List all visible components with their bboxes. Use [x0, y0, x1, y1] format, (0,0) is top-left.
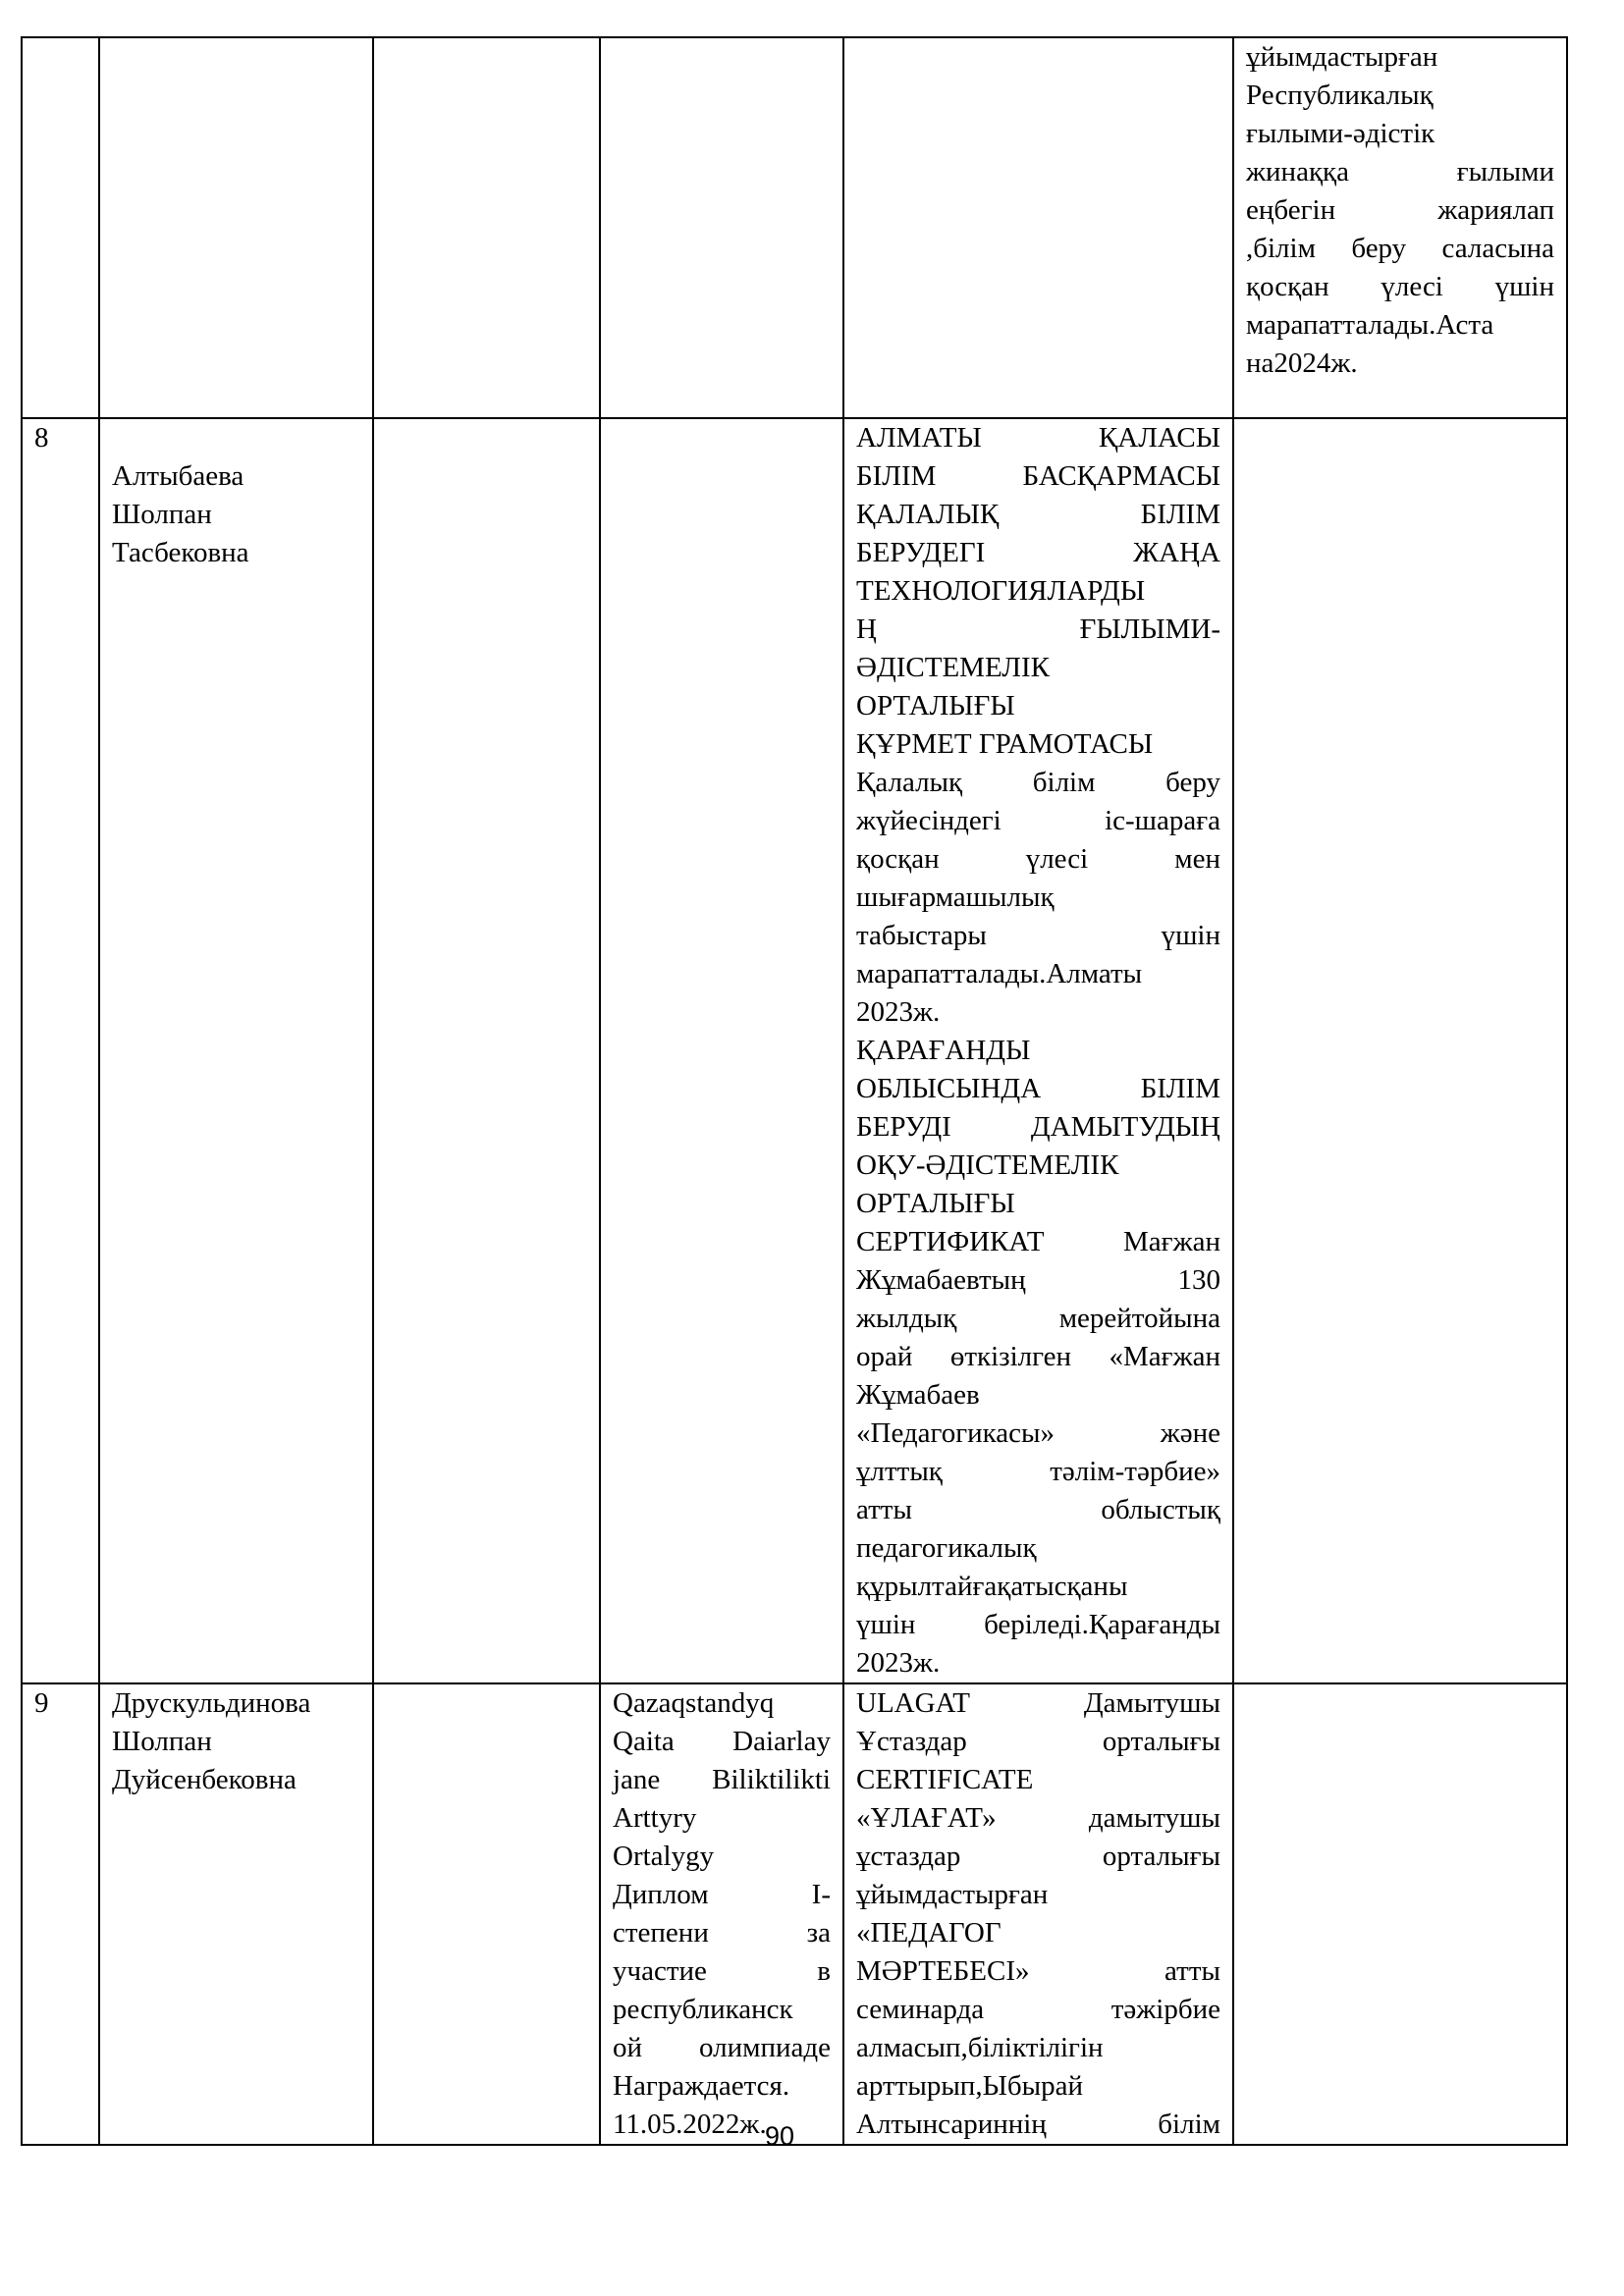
text-line: Алтынсариннің білім	[856, 2109, 1220, 2140]
text-line: 2023ж.	[856, 996, 941, 1028]
text-line: ТЕХНОЛОГИЯЛАРДЫ	[856, 575, 1146, 607]
text-line: Қалалық білім беру	[856, 767, 1220, 798]
text-line: ОРТАЛЫҒЫ	[856, 1188, 1015, 1219]
text-line: ұлттық тәлім-тәрбие»	[856, 1456, 1220, 1487]
text-line: Жұмабаев	[856, 1379, 980, 1411]
name-line: Друскульдинова	[112, 1687, 311, 1719]
text-line: үшін беріледі.Қарағанды	[856, 1609, 1220, 1640]
text-line: ҚАЛАЛЫҚ БІЛІМ	[856, 499, 1220, 530]
column-3-cell	[373, 418, 600, 1683]
column-5-cell	[843, 1683, 1233, 2145]
text-line: Республикалық	[1246, 80, 1434, 111]
text-line: ғылыми-әдістік	[1246, 118, 1435, 149]
text-line: ҚҰРМЕТ ГРАМОТАСЫ	[856, 728, 1154, 760]
text-line: арттырып,Ыбырай	[856, 2070, 1083, 2102]
text-line: Ұстаздар орталығы	[856, 1726, 1220, 1757]
text-line: жинаққа ғылыми	[1246, 156, 1554, 187]
text-line: ұйымдастырған	[1246, 41, 1438, 73]
name-cell	[99, 1683, 373, 2145]
text-line: табыстары үшін	[856, 920, 1220, 951]
column-6-cell	[1233, 37, 1567, 418]
text-line: жүйесіндегі іс-шараға	[856, 805, 1220, 836]
text-line: ой олимпиаде	[613, 2032, 831, 2063]
text-line: СЕРТИФИКАТ Мағжан	[856, 1226, 1220, 1257]
text-line: алмасып,біліктілігін	[856, 2032, 1104, 2063]
text-line: участие в	[613, 1955, 831, 1987]
column-5-cell	[843, 37, 1233, 418]
text-line: МӘРТЕБЕСІ» атты	[856, 1955, 1220, 1987]
text-line: ұстаздар орталығы	[856, 1841, 1220, 1872]
text-line: «ПЕДАГОГ	[856, 1917, 1001, 1949]
text-line: ҚАРАҒАНДЫ	[856, 1035, 1031, 1066]
text-line: семинарда тәжірбие	[856, 1994, 1220, 2025]
table-row	[22, 1683, 1567, 2145]
text-line: Ortalygy	[613, 1841, 715, 1872]
text-line: CERTIFICATE	[856, 1764, 1034, 1795]
text-line: Жұмабаевтың 130	[856, 1264, 1220, 1296]
text-line: ОҚУ-ӘДІСТЕМЕЛІК	[856, 1149, 1119, 1181]
text-line: jane Biliktilikti	[613, 1764, 831, 1795]
text-line: БЕРУДЕГІ ЖАҢА	[856, 537, 1220, 568]
text-line: БІЛІМ БАСҚАРМАСЫ	[856, 460, 1220, 492]
text-line: Награждается.	[613, 2070, 790, 2102]
text-line: еңбегін жариялап	[1246, 194, 1554, 226]
column-6-cell	[1233, 1683, 1567, 2145]
row-number: 9	[34, 1687, 49, 1719]
name-line: Дуйсенбековна	[112, 1764, 297, 1795]
text-line: ULAGAT Дамытушы	[856, 1687, 1220, 1719]
name-cell	[99, 418, 373, 1683]
text-line: Диплом I-	[613, 1879, 831, 1910]
text-line: Arttyry	[613, 1802, 697, 1834]
text-line: марапатталады.Аста	[1246, 309, 1494, 341]
text-line: Ң ҒЫЛЫМИ-	[856, 614, 1220, 645]
page-number: 90	[764, 2121, 795, 2151]
column-4-cell	[600, 1683, 843, 2145]
text-line: степени за	[613, 1917, 831, 1949]
column-6-cell	[1233, 418, 1567, 1683]
name-line	[112, 419, 360, 457]
text-line: марапатталады.Алматы	[856, 958, 1143, 989]
column-5-cell	[843, 418, 1233, 1683]
text-line: Qaita Daiarlay	[613, 1726, 831, 1757]
table-row	[22, 37, 1567, 418]
text-line: педагогикалық	[856, 1532, 1037, 1564]
table-row	[22, 418, 1567, 1683]
text-line: ОРТАЛЫҒЫ	[856, 690, 1015, 721]
row-number: 8	[34, 422, 49, 454]
number-cell	[22, 1683, 99, 2145]
name-line: Алтыбаева	[112, 460, 244, 492]
column-4-cell	[600, 418, 843, 1683]
column-3-cell	[373, 1683, 600, 2145]
column-4-cell	[600, 37, 843, 418]
number-cell	[22, 418, 99, 1683]
text-line: Qazaqstandyq	[613, 1687, 775, 1719]
text-line: ОБЛЫСЫНДА БІЛІМ	[856, 1073, 1220, 1104]
number-cell	[22, 37, 99, 418]
text-line: 11.05.2022ж.	[613, 2109, 767, 2140]
text-line: ұйымдастырған	[856, 1879, 1049, 1910]
name-line: Шолпан	[112, 499, 212, 530]
text-line: атты облыстық	[856, 1494, 1220, 1525]
name-line: Шолпан	[112, 1726, 212, 1757]
text-line: қосқан үлесі мен	[856, 843, 1220, 875]
text-line: БЕРУДІ ДАМЫТУДЫҢ	[856, 1111, 1220, 1143]
text-line: құрылтайғақатысқаны	[856, 1571, 1128, 1602]
text-line: ӘДІСТЕМЕЛІК	[856, 652, 1050, 683]
text-line: АЛМАТЫ ҚАЛАСЫ	[856, 422, 1220, 454]
text-line: на2024ж.	[1246, 347, 1358, 379]
text-line: 2023ж.	[856, 1647, 941, 1679]
text-line: орай өткізілген «Мағжан	[856, 1341, 1220, 1372]
name-cell	[99, 37, 373, 418]
text-line: «Педагогикасы» және	[856, 1417, 1220, 1449]
text-line: шығармашылық	[856, 881, 1055, 913]
column-3-cell	[373, 37, 600, 418]
name-line: Тасбековна	[112, 537, 249, 568]
text-line: қосқан үлесі үшін	[1246, 271, 1554, 302]
text-line: республиканск	[613, 1994, 793, 2025]
awards-table	[21, 36, 1568, 2146]
text-line: ,білім беру саласына	[1246, 233, 1554, 264]
text-line: «ҰЛАҒАТ» дамытушы	[856, 1802, 1220, 1834]
text-line: жылдық мерейтойына	[856, 1303, 1220, 1334]
